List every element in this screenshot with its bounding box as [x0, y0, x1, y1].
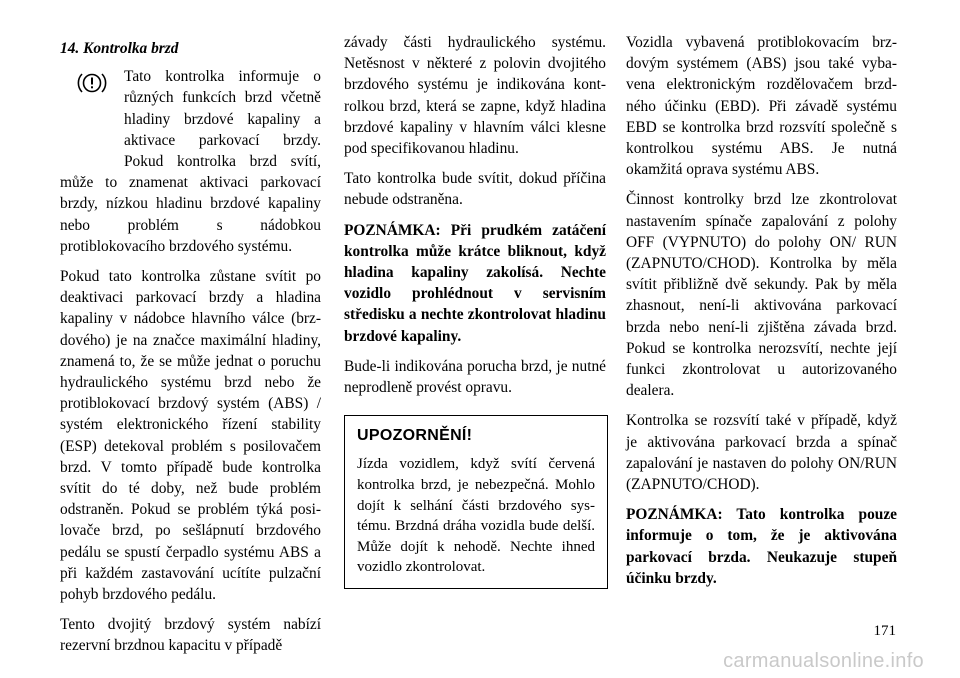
section-heading: 14. Kontrolka brzd: [60, 40, 179, 57]
brake-warning-icon: [60, 66, 124, 153]
intro-paragraph: Tato kontrolka informuje o různých funkcích brzd včetně hladiny brzdové kapaliny a aktivace parkovací brzdy. Pokud kontrolka brzd svítí, může to znamenat aktivaci parkovací brzdy, nízkou hladinu brzdové kapaliny nebo problém s nádobkou protiblokovacího brzdového systému.: [60, 68, 321, 255]
intro-block: [60, 66, 321, 266]
paragraph: Tato kontrolka bude svítit, dokud příčina nebude odstraněna.: [344, 170, 606, 209]
column-middle: [344, 32, 606, 589]
watermark: carmanualsonline.info: [723, 649, 924, 672]
column-right: [626, 32, 897, 598]
paragraph: Bude-li indikována porucha brzd, je nutné neprodleně provést opravu.: [344, 357, 606, 397]
note-paragraph: POZNÁMKA: Tato kontrolka pouze informuje o tom, že je aktivována parkovací brzda. Neukazuje stupeň účinku brzdy.: [626, 506, 897, 587]
warning-title: UPOZORNĚNÍ!: [357, 427, 473, 445]
paragraph: Kontrolka se rozsvítí také v případě, když je aktivována parkovací brzda a spínač zapalování je nastaven do polohy ON/RUN (ZAPNUTO/CHOD).: [626, 412, 897, 494]
paragraph: závady části hydraulického systému. Netěsnost v některé z polovin dvojitého brzdového systému je indikována kontrolkou brzd, která se zapne, když hladina brzdové kapaliny v hlavním válci klesne pod specifikovanou hladinu.: [344, 34, 606, 158]
note-paragraph: POZNÁMKA: Při prudkém zatáčení kontrolka může krátce bliknout, když hladina kapaliny zakolísá. Nechte vozidlo prohlédnout v servisním středisku a nechte zkontrolovat hladinu brzdové kapaliny.: [344, 221, 606, 345]
column-left: [60, 32, 321, 666]
warning-text: Jízda vozidlem, když svítí červená kontrolka brzd, je nebezpečná. Mohlo dojít k selhání části brzdového systému. Brzdná dráha vozidla bude delší. Může dojít k nehodě. Nechte ihned vozidlo zkontrolovat.: [357, 456, 595, 576]
paragraph: Činnost kontrolky brzd lze zkontrolovat nastavením spínače zapalování z polohy OFF (VYPNUTO) do polohy ON/ RUN (ZAPNUTO/CHOD). Kontrolka by měla svítit přibližně dvě sekundy. Pak by měla zhasnout, není-li aktivována parkovací brzda nebo není-li zjištěna závada brzd. Pokud se kontrolka nerozsvítí, nechte její funkci zkontrolovat u autorizovaného dealera.: [626, 191, 897, 400]
warning-box: [344, 415, 608, 589]
paragraph: Vozidla vybavená protiblokovacím brzdovým systémem (ABS) jsou také vybavena elektronickým rozdělovačem brzdného účinku (EBD). Při závadě systému EBD se kontrolka brzd rozsvítí společně s kontrolkou systému ABS. Je nutná okamžitá oprava systému ABS.: [626, 34, 897, 179]
page-number: 171: [873, 623, 896, 639]
paragraph: Tento dvojitý brzdový systém nabízí rezervní brzdnou kapacitu v případě: [60, 616, 321, 655]
paragraph: Pokud tato kontrolka zůstane svítit po deaktivaci parkovací brzdy a hladina kapaliny v nádobce hlavního válce (brzdového) je na značce maximální hladiny, znamená to, že se může jednat o poruchu hydraulického systému brzd nebo že protiblokovací brzdový systém (ABS) / systém elektronického řízení stability (ESP) detekoval problém s posilovačem brzd. V tomto případě bude kontrolka svítit do té doby, než bude problém odstraněn. Pokud se problém týká posilovače brzd, po sešlápnutí brzdového pedálu se spustí čerpadlo systému ABS a při každém zastavování ucítíte pulzační pohyb brzdového pedálu.: [60, 268, 321, 604]
